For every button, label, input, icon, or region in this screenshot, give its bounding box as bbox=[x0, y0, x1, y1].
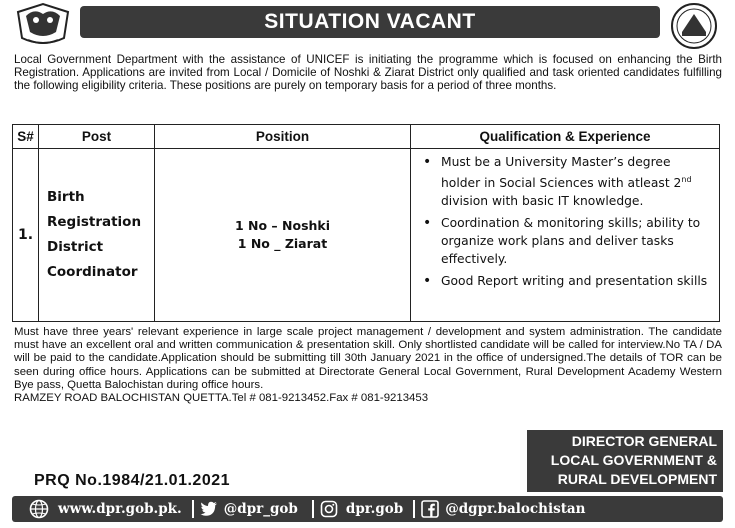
row-post bbox=[39, 149, 155, 322]
footer-twitter[interactable] bbox=[200, 501, 298, 517]
page-title: SITUATION VACANT bbox=[264, 10, 476, 33]
requirements-paragraph: Must have three years' relevant experience in large scale project management / development and system administration. The candidate must have an excellent oral and written communication & presentation skill. Only shortlisted candidate will be called for interview.No TA / DA will be paid to the candidate.Application should be submitting till 30th January 2021 in the office of undersigned.The details of TOR can be seen during office hours. Applications can be submitted at Directorate General Local Government, Rural Development Academy Western Bye pass, Quetta Balochistan during office hours. bbox=[14, 326, 722, 391]
director-signature-box bbox=[527, 430, 723, 492]
table-row bbox=[13, 149, 720, 322]
row-sn: 1. bbox=[13, 149, 39, 322]
header-position: Position bbox=[155, 125, 411, 149]
twitter-handle[interactable]: @dpr_gob bbox=[223, 501, 298, 517]
director-line: LOCAL GOVERNMENT & bbox=[550, 452, 717, 468]
header-qualification: Qualification & Experience bbox=[411, 125, 720, 149]
intro-paragraph: Local Government Department with the assistance of UNICEF is initiating the programme which is focused on enhancing the Birth Registration. Applications are invited from Local / Domicile of Noshki & Ziarat District only qualified and task oriented candidates fulfilling the following eligibility criteria. These positions are purely on temporary basis for a period of three months. bbox=[14, 53, 722, 92]
header-sn: S# bbox=[13, 125, 39, 149]
post-line: District bbox=[47, 239, 104, 255]
facebook-icon bbox=[421, 500, 439, 518]
twitter-icon bbox=[200, 501, 218, 517]
row-qualification bbox=[411, 149, 720, 322]
title-banner bbox=[80, 6, 660, 38]
instagram-icon bbox=[320, 500, 338, 518]
row-position bbox=[155, 149, 411, 322]
qualification-item: • Must be a University Master’s degree holder in Social Sciences with atleast 2nd division with basic IT knowledge. bbox=[419, 153, 713, 210]
balochistan-emblem-icon bbox=[14, 2, 72, 48]
facebook-handle[interactable]: @dgpr.balochistan bbox=[445, 501, 586, 517]
globe-icon bbox=[28, 499, 50, 519]
footer-instagram[interactable] bbox=[320, 500, 403, 518]
post-line: Coordinator bbox=[47, 264, 138, 280]
footer-divider bbox=[413, 500, 415, 518]
qualification-item: • Coordination & monitoring skills; ability to organize work plans and deliver tasks effectively. bbox=[419, 214, 713, 268]
footer-divider bbox=[192, 500, 194, 518]
post-line: Birth bbox=[47, 189, 85, 205]
director-line: RURAL DEVELOPMENT bbox=[557, 471, 717, 487]
vacancy-table bbox=[12, 124, 720, 322]
footer-divider bbox=[312, 500, 314, 518]
instagram-handle[interactable]: dpr.gob bbox=[345, 501, 404, 517]
footer-facebook[interactable] bbox=[421, 500, 585, 518]
table-header-row bbox=[13, 125, 720, 149]
director-line: DIRECTOR GENERAL bbox=[571, 433, 717, 449]
footer-website[interactable] bbox=[28, 499, 182, 519]
position-ziarat: 1 No _ Ziarat bbox=[237, 236, 328, 251]
website-link[interactable]: www.dpr.gob.pk. bbox=[58, 501, 182, 517]
position-noshki: 1 No – Noshki bbox=[234, 218, 331, 233]
address-line: RAMZEY ROAD BALOCHISTAN QUETTA.Tel # 081-9213452.Fax # 081-9213453 bbox=[14, 392, 429, 405]
prq-number: PRQ No.1984/21.01.2021 bbox=[34, 472, 231, 489]
header-post: Post bbox=[39, 125, 155, 149]
local-government-emblem-icon bbox=[668, 2, 720, 50]
qualification-item: • Good Report writing and presentation skills bbox=[419, 272, 713, 290]
footer-bar bbox=[12, 496, 723, 522]
requirements-text bbox=[14, 326, 722, 405]
post-line: Registration bbox=[47, 214, 142, 230]
